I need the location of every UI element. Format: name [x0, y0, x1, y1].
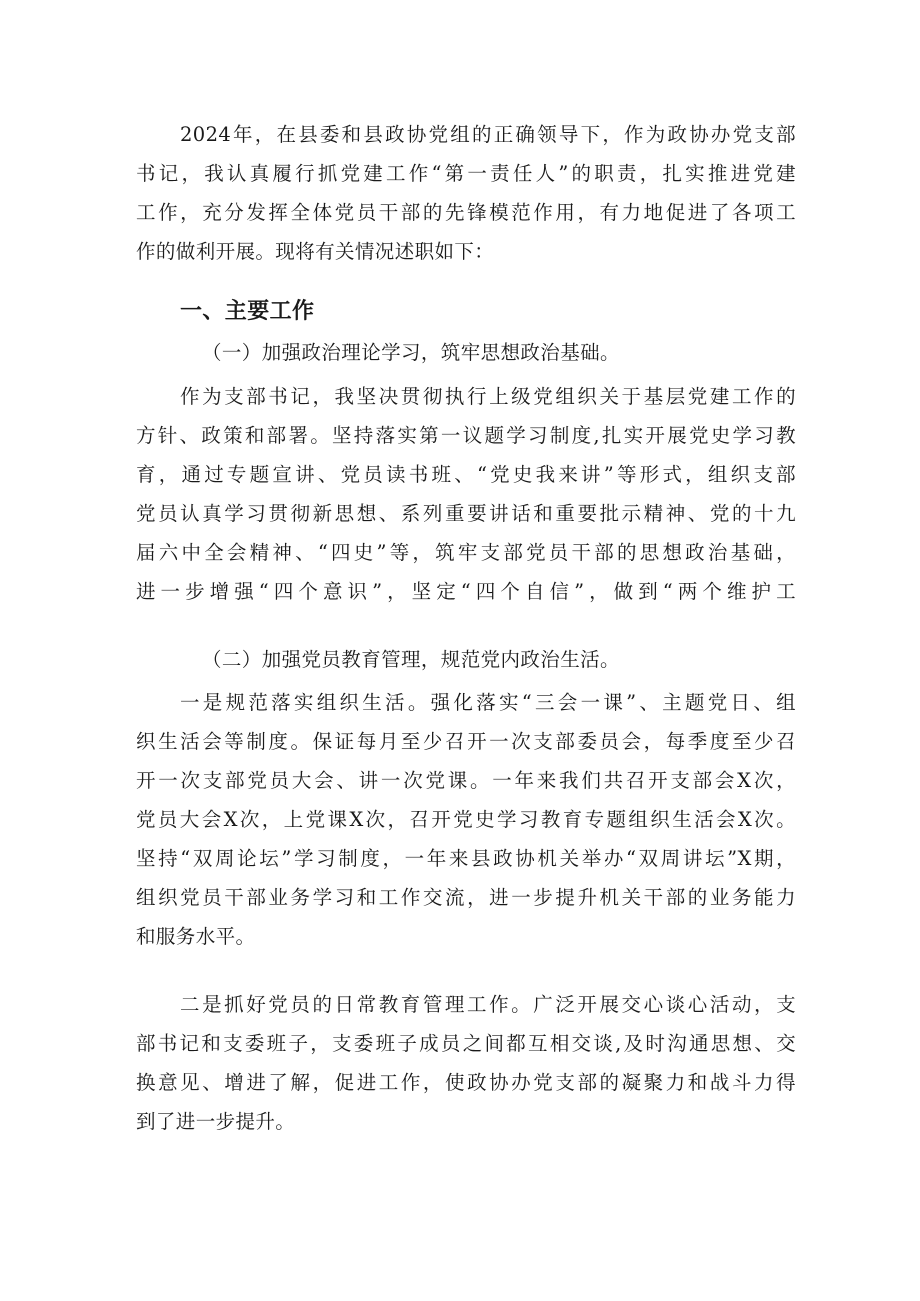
sub2-p2-line-3: 换意见、增进了解，促进工作，使政协办党支部的凝聚力和战斗力得: [136, 1071, 796, 1094]
sub1-line-4: 党员认真学习贯彻新思想、系列重要讲话和重要批示精神、党的十九: [136, 502, 796, 525]
intro-line-3: 工作，充分发挥全体党员干部的先锋模范作用，有力地促进了各项工: [136, 201, 796, 224]
sub1-line-6: 进一步增强“四个意识”，坚定“四个自信”，做到“两个维护工: [136, 580, 796, 603]
section-heading-block: [136, 292, 796, 331]
sub1-paragraph: [136, 377, 796, 611]
sub2-p2-line-2: 部书记和支委班子，支委班子成员之间都互相交谈,及时沟通思想、交: [136, 1032, 796, 1055]
sub2-p1-line-2: 织生活会等制度。保证每月至少召开一次支部委员会，每季度至少召: [136, 730, 796, 753]
sub2-p1-line-5: 坚持“双周论坛”学习制度，一年来县政协机关举办“双周讲坛”X期，: [136, 847, 796, 870]
sub2-paragraph-2: [136, 985, 796, 1141]
sub-heading-2: （二）加强党员教育管理，规范党内政治生活。: [202, 648, 620, 671]
sub-heading-1: （一）加强政治理论学习，筑牢思想政治基础。: [202, 341, 620, 364]
intro-line-1: 2024年，在县委和县政协党组的正确领导下，作为政协办党支部: [180, 123, 796, 146]
sub1-line-2: 方针、政策和部署。坚持落实第一议题学习制度,扎实开展党史学习教: [136, 424, 796, 447]
intro-paragraph: [136, 115, 796, 271]
sub1-line-1: 作为支部书记，我坚决贯彻执行上级党组织关于基层党建工作的: [180, 385, 796, 408]
sub2-p1-line-6: 组织党员干部业务学习和工作交流，进一步提升机关干部的业务能力: [136, 886, 796, 909]
sub1-line-5: 届六中全会精神、“四史”等，筑牢支部党员干部的思想政治基础，: [136, 541, 796, 564]
sub2-p1-line-1: 一是规范落实组织生活。强化落实“三会一课”、主题党日、组: [180, 691, 796, 714]
sub2-p1-line-7: 和服务水平。: [136, 925, 256, 948]
sub2-p1-line-3: 开一次支部党员大会、讲一次党课。一年来我们共召开支部会X次，: [136, 769, 796, 792]
sub2-p2-line-1: 二是抓好党员的日常教育管理工作。广泛开展交心谈心活动，支: [180, 993, 796, 1016]
sub-heading-2-block: [136, 640, 796, 679]
sub-heading-1-block: [136, 333, 796, 372]
intro-line-4: 作的做利开展。现将有关情况述职如下：: [136, 240, 495, 263]
section-heading: 一、主要工作: [180, 299, 315, 324]
sub1-line-3: 育，通过专题宣讲、党员读书班、“党史我来讲”等形式，组织支部: [136, 463, 796, 486]
intro-line-2: 书记，我认真履行抓党建工作“第一责任人”的职责，扎实推进党建: [136, 162, 796, 185]
sub2-p2-line-4: 到了进一步提升。: [136, 1110, 296, 1133]
sub2-paragraph-1: [136, 683, 796, 956]
sub2-p1-line-4: 党员大会X次，上党课X次，召开党史学习教育专题组织生活会X次。: [136, 808, 796, 831]
